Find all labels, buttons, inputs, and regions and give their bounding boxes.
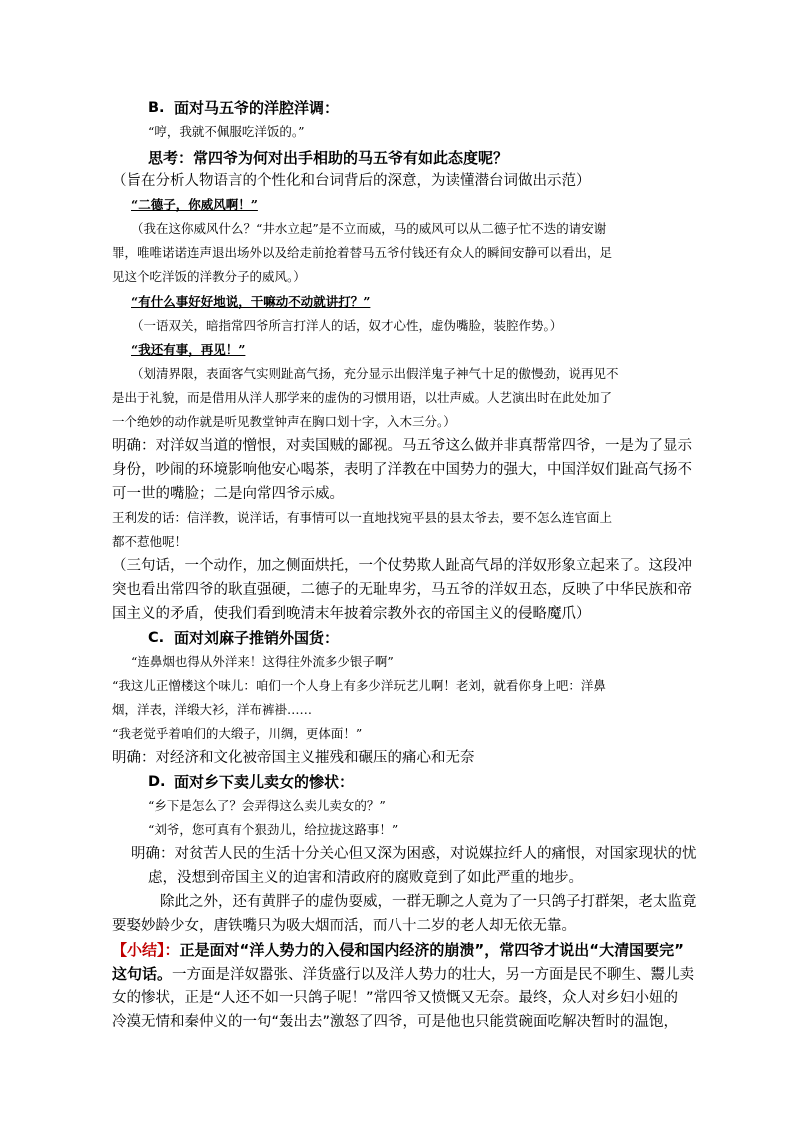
extra-note-1: 除此之外，还有黄胖子的虚伪耍威，一群无聊之人竟为了一只鸽子打群架，老太监竟 bbox=[160, 894, 697, 910]
summary-b-1: （三句话，一个动作，加之侧面烘托，一个仗势欺人趾高气昂的洋奴形象立起来了。这段冲 bbox=[112, 558, 692, 574]
section-c-quote-2b: 烟，洋表，洋缎大衫，洋布裤褂…… bbox=[112, 702, 313, 717]
conclusion-line-3: 女的惨状，正是“人还不如一只鸽子呢！”常四爷又愤慨又无奈。最终，众人对乡妇小妞的 bbox=[112, 990, 679, 1006]
quote-haohao: “有什么事好好地说，干嘛动不动就讲打？” bbox=[131, 294, 371, 309]
extra-note-2: 要娶妙龄少女，唐铁嘴只为吸大烟而活，而八十二岁的老人却无依无靠。 bbox=[112, 918, 576, 934]
wang-lifa-quote-1: 王利发的话：信洋教，说洋话，有事情可以一直地找宛平县的县太爷去，要不怎么连官面上 bbox=[112, 510, 613, 525]
quote-erdezi-note-3: 见这个吃洋饭的洋教分子的威风。） bbox=[112, 269, 306, 284]
section-b-label: B. bbox=[148, 100, 165, 116]
section-d-heading: 面对乡下卖儿卖女的惨状： bbox=[174, 773, 355, 791]
section-c-heading: 面对刘麻子推销外国货： bbox=[174, 629, 340, 647]
section-b-quote: “哼，我就不佩服吃洋饭的。” bbox=[148, 124, 305, 139]
conclusion-line-1 bbox=[112, 938, 684, 963]
conclusion-line-2 bbox=[112, 962, 694, 987]
conclusion-line-4: 冷漠无情和秦仲义的一句“轰出去”激怒了四爷，可是他也只能赏碗面吃解决暂时的温饱， bbox=[112, 1014, 679, 1030]
section-d-quote-1: “乡下是怎么了？会弄得这么卖儿卖女的？” bbox=[148, 798, 386, 813]
quote-erdezi-note-1: （我在这你威风什么？“井水立起”是不立而威，马的威风可以从二德子忙不迭的请安谢 bbox=[131, 221, 607, 236]
mingque-d-1: 明确：对贫苦人民的生活十分关心但又深为困惑，对说媒拉纤人的痛恨，对国家现状的忧 bbox=[131, 846, 697, 862]
conclusion-bold-1: 正是面对“洋人势力的入侵和国内经济的崩溃”，常四爷才说出“大清国要完” bbox=[179, 941, 684, 959]
conclusion-tag: 【小结】： bbox=[112, 941, 180, 959]
quote-zaijian-note-3: 一个绝妙的动作就是听见教堂钟声在胸口划十字，入木三分。） bbox=[112, 414, 456, 429]
mingque-b-3: 可一世的嘴脸；二是向常四爷示威。 bbox=[112, 486, 344, 502]
wang-lifa-quote-2: 都不惹他呢！ bbox=[112, 534, 188, 549]
summary-b-2: 突也看出常四爷的耿直强硬，二德子的无耻卑劣，马五爷的洋奴丑态，反映了中华民族和帝 bbox=[112, 582, 692, 598]
quote-erdezi: “二德子，你威风啊！” bbox=[131, 197, 258, 212]
mingque-c: 明确：对经济和文化被帝国主义摧残和碾压的痛心和无奈 bbox=[112, 750, 475, 766]
quote-erdezi-note-2: 罪，唯唯诺诺连声退出场外以及给走前抢着替马五爷付钱还有众人的瞬间安静可以看出，足 bbox=[112, 245, 613, 260]
aim-note: （旨在分析人物语言的个性化和台词背后的深意，为读懂潜台词做出示范） bbox=[112, 173, 591, 189]
quote-zaijian-note-2: 是出于礼貌，而是借用从洋人那学来的虚伪的习惯用语，以壮声威。人艺演出时在此处加了 bbox=[112, 390, 613, 405]
section-c-label: C. bbox=[148, 630, 165, 646]
quote-zaijian-note-1: （划清界限，表面客气实则趾高气扬，充分显示出假洋鬼子神气十足的傲慢劲，说再见不 bbox=[131, 366, 619, 381]
quote-haohao-note: （一语双关，暗指常四爷所言打洋人的话，奴才心性，虚伪嘴脸，装腔作势。） bbox=[131, 318, 563, 333]
section-d-label: D. bbox=[148, 774, 166, 790]
summary-b-3: 国主义的矛盾，使我们看到晚清末年披着宗教外衣的帝国主义的侵略魔爪） bbox=[112, 606, 591, 622]
think-question: 思考：常四爷为何对出手相助的马五爷有如此态度呢？ bbox=[148, 149, 509, 167]
conclusion-bold-2: 这句话。 bbox=[112, 965, 173, 983]
section-c-quote-3: “我老觉乎着咱们的大缎子，川绸，更体面！” bbox=[112, 726, 363, 741]
section-b-heading: 面对马五爷的洋腔洋调： bbox=[174, 99, 340, 117]
mingque-b-2: 身份，吵闹的环境影响他安心喝茶，表明了洋教在中国势力的强大，中国洋奴们趾高气扬不 bbox=[112, 462, 692, 478]
quote-zaijian: “我还有事，再见！” bbox=[131, 342, 246, 357]
section-c-quote-2a: “我这儿正憎楼这个味儿：咱们一个人身上有多少洋玩艺儿啊！老刘，就看你身上吧：洋鼻 bbox=[112, 678, 606, 693]
section-c-quote-1: “连鼻烟也得从外洋来！这得往外流多少银子啊” bbox=[131, 654, 394, 669]
section-d-quote-2: “刘爷，您可真有个狠劲儿，给拉拢这路事！” bbox=[148, 822, 399, 837]
mingque-d-2: 虑，没想到帝国主义的迫害和清政府的腐败竟到了如此严重的地步。 bbox=[148, 870, 583, 886]
mingque-b-1: 明确：对洋奴当道的憎恨，对卖国贼的鄙视。马五爷这么做并非真帮常四爷，一是为了显示 bbox=[112, 438, 692, 454]
conclusion-rest-2: 一方面是洋奴嚣张、洋货盛行以及洋人势力的壮大，另一方面是民不聊生、鬻儿卖 bbox=[172, 967, 695, 983]
